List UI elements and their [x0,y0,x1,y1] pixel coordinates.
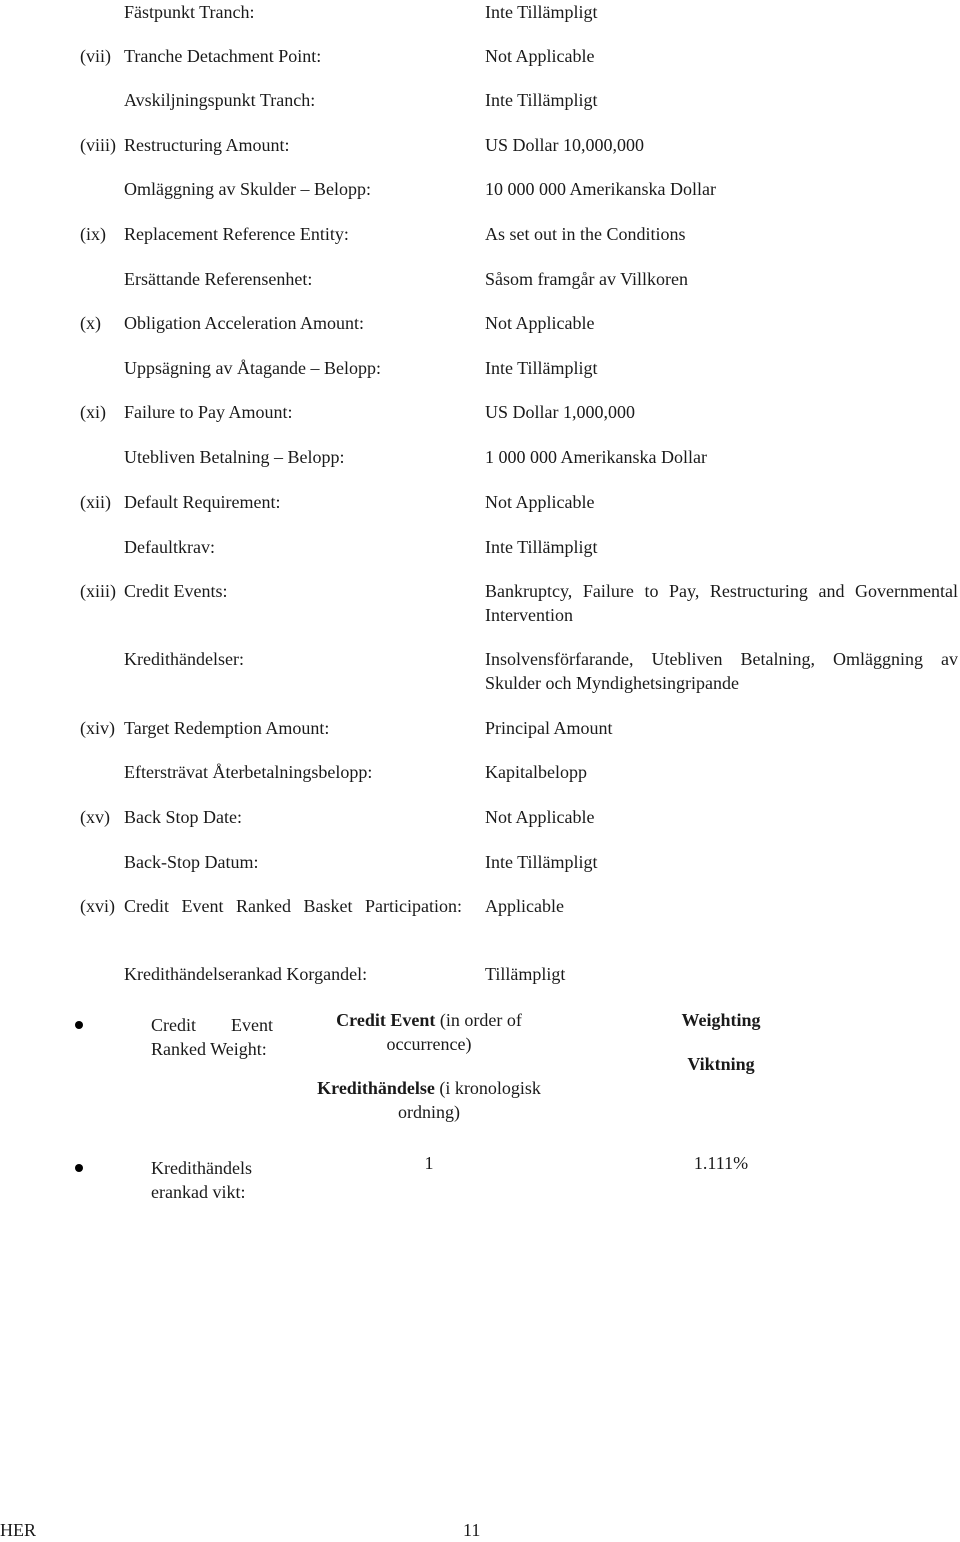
item-value: Principal Amount [485,718,613,738]
item-value: Inte Tillämpligt [485,852,598,872]
item-label: Replacement Reference Entity: [124,224,349,244]
item-value: US Dollar 1,000,000 [485,402,635,422]
item-value: As set out in the Conditions [485,224,686,244]
item-number: (xv) [80,807,110,827]
event-column-header-en [298,1008,560,1056]
item-label: Kredithändelserankad Korgandel: [124,964,368,984]
item-number: (ix) [80,224,106,244]
weighting-header-en: Weighting [681,1010,761,1030]
item-label: Credit Event Ranked Basket Participation: [124,896,462,916]
event-header-rest: (i kronologisk ordning) [398,1078,541,1122]
item-label: Omläggning av Skulder – Belopp: [124,179,371,199]
item-label: Defaultkrav: [124,537,215,557]
item-value: Bankruptcy, Failure to Pay, Restructuring and Governmental Intervention [485,581,958,625]
event-number: 1 [424,1153,434,1173]
item-label: Eftersträvat Återbetalningsbelopp: [124,762,373,782]
item-label: Back-Stop Datum: [124,852,259,872]
weight-label-sv: Kredithändels erankad vikt: [151,1158,252,1202]
item-value: Inte Tillämpligt [485,2,598,22]
item-number: (xvi) [80,896,115,916]
page-number: 11 [463,1520,481,1540]
item-value: US Dollar 10,000,000 [485,135,644,155]
item-number: (vii) [80,46,111,66]
item-number: (x) [80,313,101,333]
event-header-bold: Kredithändelse [317,1078,435,1098]
item-value: Insolvensförfarande, Utebliven Betalning, Omläggning av Skulder och Myndighetsingripande [485,649,958,693]
event-header-rest: (in order of occurrence) [386,1010,522,1054]
item-value: Not Applicable [485,492,595,512]
item-label: Target Redemption Amount: [124,718,330,738]
item-label: Avskiljningspunkt Tranch: [124,90,316,110]
event-column-header-sv [298,1076,560,1124]
event-header-bold: Credit Event [336,1010,436,1030]
item-value: Inte Tillämpligt [485,358,598,378]
item-label: Restructuring Amount: [124,135,290,155]
item-label: Credit Events: [124,581,228,601]
item-number: (xiii) [80,581,116,601]
item-label: Obligation Acceleration Amount: [124,313,364,333]
item-value: Tillämpligt [485,964,566,984]
item-label: Fästpunkt Tranch: [124,2,255,22]
item-number: (xiv) [80,718,115,738]
bullet-icon [75,1164,83,1172]
item-label: Back Stop Date: [124,807,242,827]
item-value: 10 000 000 Amerikanska Dollar [485,179,716,199]
item-value: 1 000 000 Amerikanska Dollar [485,447,707,467]
item-label: Kredithändelser: [124,649,244,669]
item-value: Inte Tillämpligt [485,90,598,110]
item-value: Inte Tillämpligt [485,537,598,557]
item-label: Ersättande Referensenhet: [124,269,313,289]
item-label: Tranche Detachment Point: [124,46,322,66]
item-value: Applicable [485,896,564,916]
event-weight: 1.111% [693,1153,749,1173]
item-value: Not Applicable [485,313,595,333]
item-value: Not Applicable [485,807,595,827]
item-value: Kapitalbelopp [485,762,587,782]
item-label: Failure to Pay Amount: [124,402,293,422]
item-number: (viii) [80,135,116,155]
bullet-icon [75,1021,83,1029]
item-value: Såsom framgår av Villkoren [485,269,689,289]
item-label: Utebliven Betalning – Belopp: [124,447,345,467]
item-number: (xii) [80,492,111,512]
item-number: (xi) [80,402,106,422]
footer-code: HER [0,1520,36,1540]
weight-label-en: Credit Event Ranked Weight: [151,1015,273,1059]
item-label: Uppsägning av Åtagande – Belopp: [124,358,381,378]
item-value: Not Applicable [485,46,595,66]
weighting-header-sv: Viktning [687,1054,755,1074]
item-label: Default Requirement: [124,492,281,512]
